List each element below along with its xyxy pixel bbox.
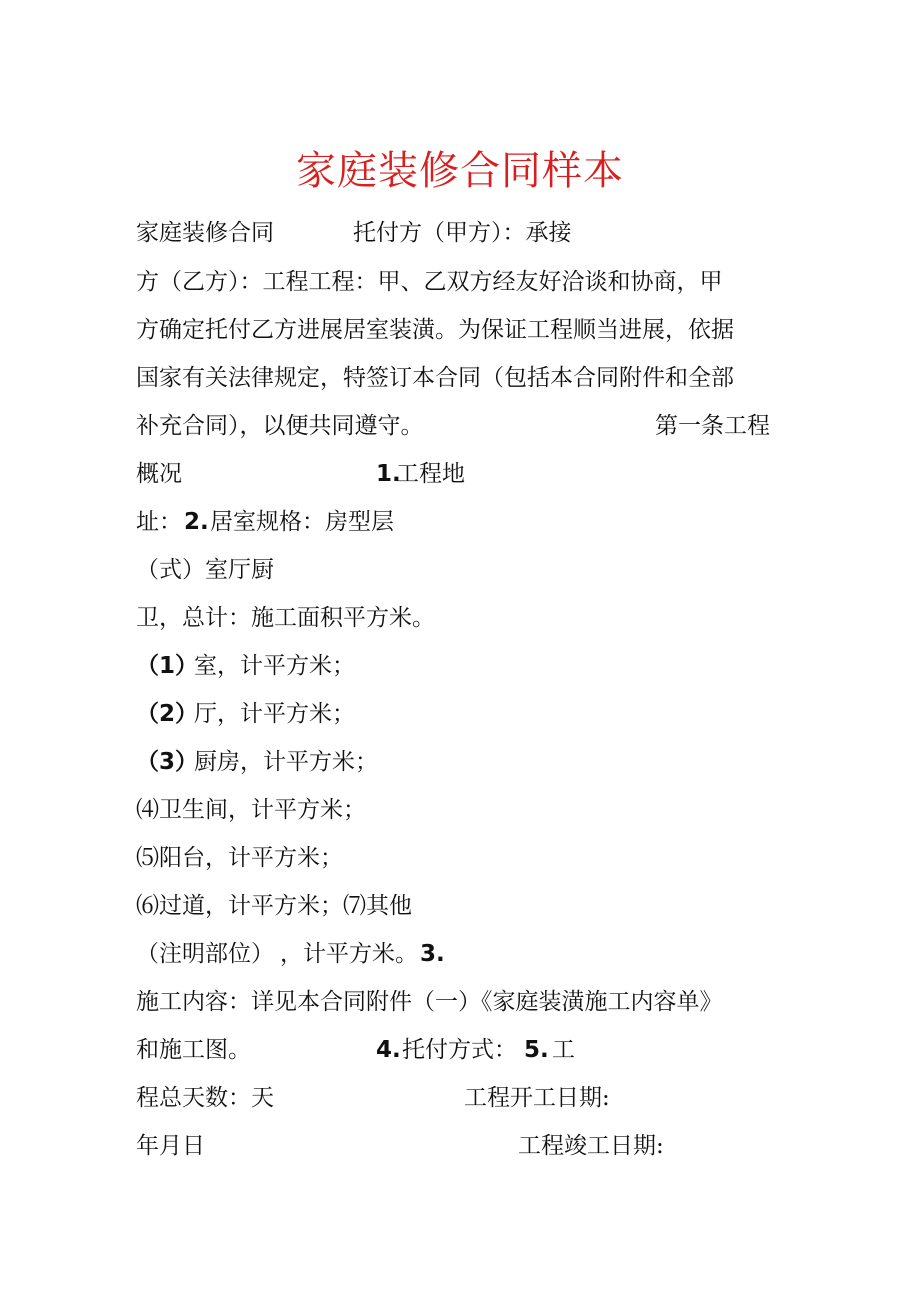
text-segment: 托付方（甲方）：承接 <box>353 220 572 246</box>
document-title: 家庭装修合同样本 <box>296 148 624 194</box>
item-number: 2. <box>184 509 209 535</box>
text-segment: 卫，总计：施工面积平方米。 <box>136 605 435 631</box>
text-segment: ⑹过道，计平方米；⑺其他 <box>136 893 412 919</box>
item-number: （2） <box>136 701 199 727</box>
item-number: 5. <box>524 1037 549 1063</box>
text-segment: （式）室厅厨 <box>136 557 274 583</box>
text-segment: 工程地 <box>396 461 465 487</box>
text-segment: 居室规格：房型层 <box>210 509 394 535</box>
text-segment: 和施工图。 <box>136 1037 251 1063</box>
text-segment: 程总天数：天 <box>136 1085 274 1111</box>
text-segment: 工 <box>552 1037 575 1063</box>
item-number: 1. <box>376 461 401 487</box>
text-segment: 国家有关法律规定，特签订本合同（包括本合同附件和全部 <box>136 365 734 391</box>
text-segment: 工程竣工日期: <box>518 1133 664 1159</box>
text-segment: 方（乙方）：工程工程：甲、乙双方经友好洽谈和协商，甲 <box>136 269 723 295</box>
text-segment: ⑷卫生间，计平方米； <box>136 797 366 823</box>
item-number: 3. <box>420 941 445 967</box>
text-segment: 厨房，计平方米； <box>194 749 378 775</box>
text-segment: ，计平方米。 <box>280 941 418 967</box>
text-segment: 施工内容：详见本合同附件（一）《家庭装潢施工内容单》 <box>136 989 723 1015</box>
text-segment: 工程开工日期: <box>464 1085 610 1111</box>
text-segment: 托付方式： <box>402 1037 517 1063</box>
text-segment: 补充合同），以便共同遵守。 <box>136 413 424 439</box>
text-segment: 室，计平方米； <box>194 653 355 679</box>
text-segment: 年月日 <box>136 1133 205 1159</box>
text-segment: 址： <box>136 509 182 535</box>
text-segment: 方确定托付乙方进展居室装潢。为保证工程顺当进展，依据 <box>136 317 734 343</box>
item-number: （1） <box>136 653 199 679</box>
item-number: （3） <box>136 749 199 775</box>
text-segment: 第一条工程 <box>655 413 770 439</box>
text-segment: 家庭装修合同 <box>136 220 274 246</box>
text-segment: （注明部位） <box>136 941 274 967</box>
text-segment: 概况 <box>136 461 182 487</box>
text-segment: ⑸阳台，计平方米； <box>136 845 343 871</box>
item-number: 4. <box>376 1037 401 1063</box>
text-segment: 厅，计平方米； <box>194 701 355 727</box>
